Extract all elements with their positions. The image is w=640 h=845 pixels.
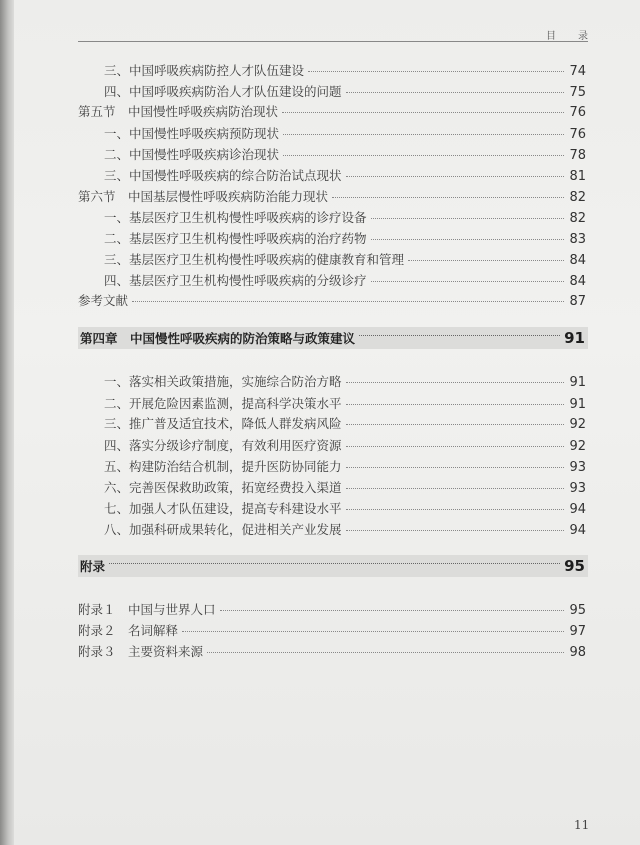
toc-entry[interactable] (104, 124, 586, 142)
toc-entry-page: 92 (569, 417, 586, 432)
header-rule (78, 41, 588, 42)
toc-entry-title: 附录３ 主要资料来源 (78, 644, 204, 659)
toc-entry-title: 第六节 中国基层慢性呼吸疾病防治能力现状 (78, 189, 329, 204)
dot-leader (132, 301, 564, 302)
dot-leader (346, 92, 564, 93)
dot-leader (371, 218, 564, 219)
dot-leader (346, 404, 564, 405)
toc-entry-title: 三、中国呼吸疾病防控人才队伍建设 (104, 63, 305, 78)
dot-leader (308, 71, 564, 72)
dot-leader (332, 197, 564, 198)
toc-entry-page: 94 (569, 502, 586, 517)
toc-entry-title: 八、加强科研成果转化，促进相关产业发展 (104, 522, 342, 537)
toc-entry-page: 97 (569, 624, 586, 639)
dot-leader (346, 488, 564, 489)
dot-leader (220, 610, 564, 611)
running-header: 目 录 (546, 31, 594, 42)
toc-entry-page: 81 (569, 169, 586, 184)
toc-entry[interactable] (104, 414, 586, 432)
dot-leader (371, 281, 564, 282)
toc-entry[interactable] (104, 436, 586, 454)
toc-entry-page: 84 (569, 253, 586, 268)
toc-entry-title: 一、中国慢性呼吸疾病预防现状 (104, 126, 280, 141)
toc-entry-section[interactable] (78, 291, 586, 309)
dot-leader (371, 239, 564, 240)
toc-entry-title: 二、基层医疗卫生机构慢性呼吸疾病的治疗药物 (104, 231, 367, 246)
toc-entry[interactable] (78, 621, 586, 639)
toc-entry-title: 六、完善医保救助政策，拓宽经费投入渠道 (104, 480, 342, 495)
toc-entry-page: 84 (569, 274, 586, 289)
dot-leader (346, 530, 564, 531)
toc-entry-title: 附录２ 名词解释 (78, 623, 179, 638)
toc-entry-page: 93 (569, 481, 586, 496)
toc-entry[interactable] (78, 642, 586, 660)
book-binding-shadow (0, 0, 14, 845)
toc-entry-page: 87 (569, 294, 586, 309)
toc-entry-page: 75 (569, 85, 586, 100)
toc-entry-page: 93 (569, 460, 586, 475)
toc-entry[interactable] (104, 250, 586, 268)
toc-entry-title: 三、推广普及适宜技术，降低人群发病风险 (104, 416, 342, 431)
toc-chapter-title: 第四章 中国慢性呼吸疾病的防治策略与政策建议 (80, 331, 356, 346)
dot-leader (346, 176, 564, 177)
toc-entry[interactable] (104, 166, 586, 184)
toc-entry[interactable] (104, 457, 586, 475)
toc-appendix-heading[interactable] (78, 555, 588, 577)
toc-entry-page: 98 (569, 645, 586, 660)
dot-leader (359, 335, 560, 336)
page-number: 11 (574, 818, 590, 832)
dot-leader (182, 631, 564, 632)
toc-entry-title: 三、基层医疗卫生机构慢性呼吸疾病的健康教育和管理 (104, 252, 405, 267)
toc-entry-title: 三、中国慢性呼吸疾病的综合防治试点现状 (104, 168, 342, 183)
toc-chapter-page: 91 (564, 329, 585, 347)
toc-entry[interactable] (104, 145, 586, 163)
toc-entry-page: 94 (569, 523, 586, 538)
dot-leader (282, 112, 564, 113)
toc-entry-page: 76 (569, 127, 586, 142)
dot-leader (346, 509, 564, 510)
dot-leader (283, 155, 564, 156)
toc-entry-title: 一、基层医疗卫生机构慢性呼吸疾病的诊疗设备 (104, 210, 367, 225)
toc-entry[interactable] (104, 271, 586, 289)
toc-entry[interactable] (104, 478, 586, 496)
toc-entry-page: 82 (569, 211, 586, 226)
toc-entry[interactable] (104, 229, 586, 247)
toc-entry-page: 76 (569, 105, 586, 120)
toc-entry-title: 四、中国呼吸疾病防治人才队伍建设的问题 (104, 84, 342, 99)
toc-entry-page: 91 (569, 375, 586, 390)
dot-leader (408, 260, 564, 261)
toc-entry-title: 四、落实分级诊疗制度，有效利用医疗资源 (104, 438, 342, 453)
dot-leader (346, 382, 564, 383)
dot-leader (346, 467, 564, 468)
toc-entry-page: 78 (569, 148, 586, 163)
toc-entry[interactable] (104, 394, 586, 412)
toc-entry-title: 七、加强人才队伍建设，提高专科建设水平 (104, 501, 342, 516)
toc-chapter-heading[interactable] (78, 327, 588, 349)
toc-entry[interactable] (104, 499, 586, 517)
toc-entry[interactable] (104, 520, 586, 538)
dot-leader (207, 652, 564, 653)
toc-entry-title: 二、中国慢性呼吸疾病诊治现状 (104, 147, 280, 162)
toc-entry[interactable] (78, 600, 586, 618)
toc-appendix-title: 附录 (80, 559, 106, 574)
toc-entry-page: 92 (569, 439, 586, 454)
dot-leader (283, 134, 564, 135)
toc-appendix-page: 95 (564, 557, 585, 575)
toc-entry-title: 参考文献 (78, 293, 129, 308)
toc-entry-title: 一、落实相关政策措施，实施综合防治方略 (104, 374, 342, 389)
toc-entry-title: 五、构建防治结合机制，提升医防协同能力 (104, 459, 342, 474)
toc-entry-title: 二、开展危险因素监测，提高科学决策水平 (104, 396, 342, 411)
toc-entry-title: 四、基层医疗卫生机构慢性呼吸疾病的分级诊疗 (104, 273, 367, 288)
toc-entry-title: 第五节 中国慢性呼吸疾病防治现状 (78, 104, 279, 119)
toc-entry-page: 95 (569, 603, 586, 618)
toc-entry-page: 91 (569, 397, 586, 412)
toc-entry-title: 附录１ 中国与世界人口 (78, 602, 216, 617)
toc-entry[interactable] (104, 61, 586, 79)
dot-leader (109, 563, 560, 564)
dot-leader (346, 424, 564, 425)
toc-entry-page: 74 (569, 64, 586, 79)
toc-entry-section[interactable] (78, 187, 586, 205)
dot-leader (346, 446, 564, 447)
toc-entry-section[interactable] (78, 102, 586, 120)
toc-entry[interactable] (104, 208, 586, 226)
toc-entry[interactable] (104, 82, 586, 100)
toc-entry-page: 82 (569, 190, 586, 205)
toc-entry-page: 83 (569, 232, 586, 247)
toc-entry[interactable] (104, 372, 586, 390)
